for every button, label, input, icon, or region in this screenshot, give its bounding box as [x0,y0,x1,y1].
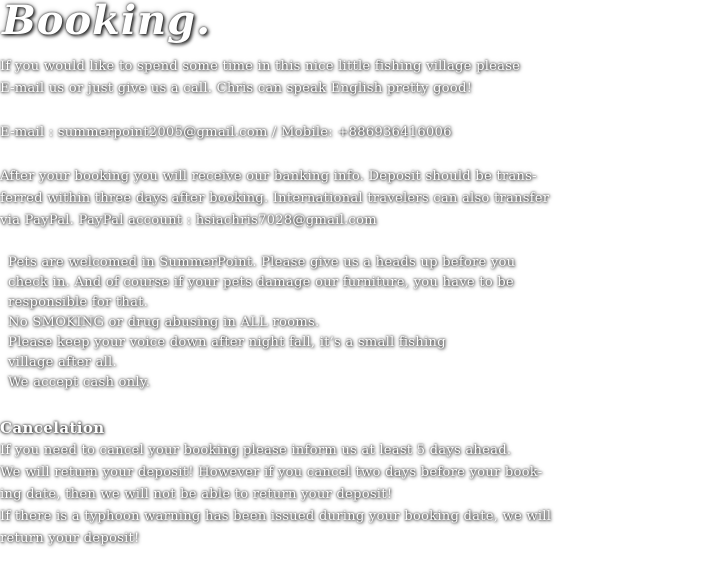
cancelation-line: return your deposit! [0,531,140,546]
cancelation-line: We will return your deposit! However if you cancel two days before your book- [0,465,543,480]
cancelation-paragraph [0,440,551,550]
rule-text: We accept cash only. [8,375,151,390]
deposit-line: ferred within three days after booking. International travelers can also transfer [0,191,550,206]
deposit-paragraph [0,166,549,232]
rule-item-noise [0,333,515,373]
intro-paragraph [0,56,520,100]
deposit-line: via PayPal. PayPal account : hsiachris7028@gmail.com [0,213,377,228]
contact-line: E-mail : summerpoint2005@gmail.com / Mobile: +886936416006 [0,125,452,140]
rule-item-pets [0,253,515,313]
cancelation-heading: Cancelation [0,419,105,437]
intro-line: E-mail us or just give us a call. Chris can speak English pretty good! [0,81,473,96]
deposit-line: After your booking you will receive our banking info. Deposit should be trans- [0,169,537,184]
page-title: Booking. [2,0,212,44]
rule-text: responsible for that. [8,295,149,310]
rule-text: Pets are welcomed in SummerPoint. Please give us a heads up before you [8,255,516,270]
cancelation-line: If there is a typhoon warning has been issued during your booking date, we will [0,509,552,524]
contact-info [0,122,452,144]
intro-line: If you would like to spend some time in this nice little fishing village please [0,59,521,74]
rule-text: Please keep your voice down after night fall, it’s a small fishing [8,335,446,350]
rule-text: village after all. [8,355,117,370]
rule-item-cash [0,373,515,393]
cancelation-line: ing date, then we will not be able to return your deposit! [0,487,393,502]
rule-text: No SMOKING or drug abusing in ALL rooms. [8,315,320,330]
rule-item-smoking [0,313,515,333]
cancelation-line: If you need to cancel your booking please inform us at least 5 days ahead. [0,443,512,458]
house-rules-list [0,253,515,393]
rule-text: check in. And of course if your pets damage our furniture, you have to be [8,275,514,290]
